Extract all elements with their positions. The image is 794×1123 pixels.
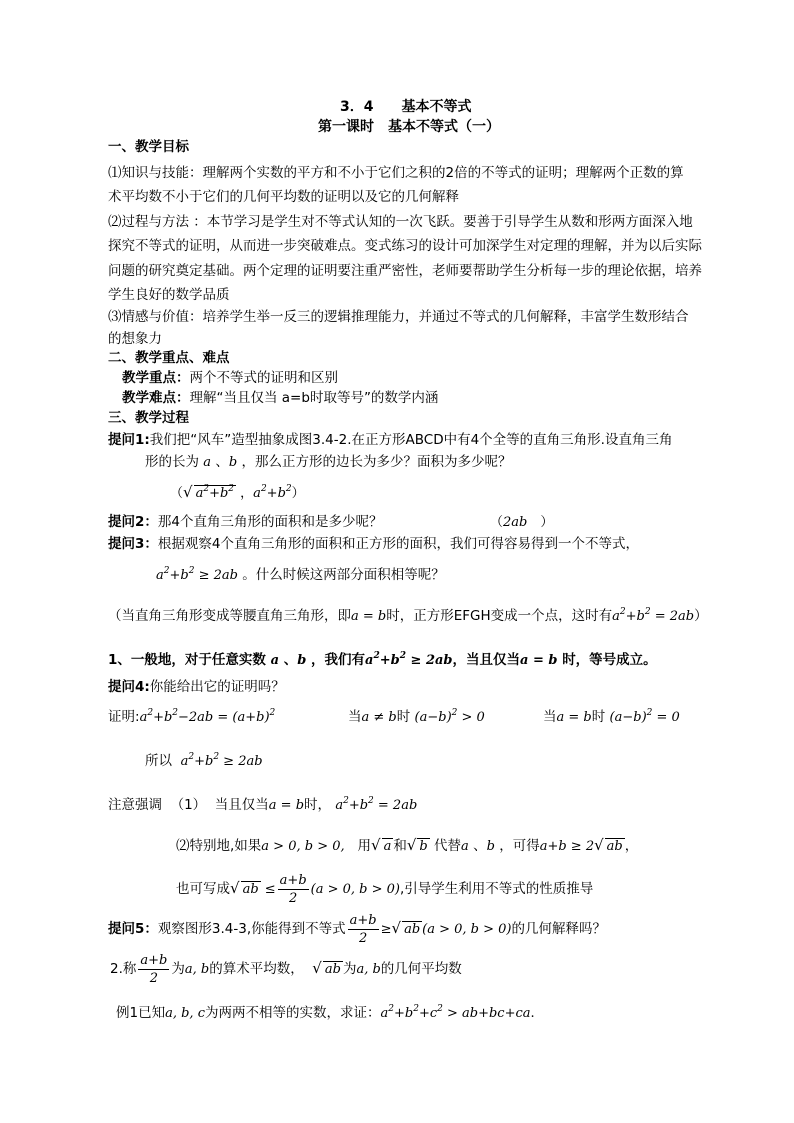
difficult-point-text: 理解“当且仅当 a=b时取等号”的数学内涵 [189, 390, 439, 406]
math-b: b [486, 839, 495, 854]
goal-2c: 问题的研究奠定基础。两个定理的证明要注重严密性，老师要帮助学生分析每一步的理论依据，培养 [108, 263, 702, 279]
example-b: 为两两不相等的实数，求证： [204, 1005, 381, 1021]
math-zero: $(a-b)^2 = 0$ [609, 708, 680, 725]
sqrt-icon: √ [391, 919, 402, 937]
time-label: 时 [396, 709, 411, 725]
math-a-eq-b: a = b [556, 710, 592, 725]
question-4-text: 你能给出它的证明吗？ [149, 679, 285, 695]
question-5-label: 提问5： [108, 921, 158, 937]
math-positive-ab: a > 0, b > 0, [261, 839, 345, 854]
goal-1b: 术平均数不小于它们的几何平均数的证明以及它的几何解释 [108, 189, 459, 205]
question-3 [108, 534, 639, 554]
section-heading-keypoints: 二、教学重点、难点 [108, 350, 230, 366]
math-b: b [228, 455, 238, 470]
question-3-text: 根据观察4个直角三角形的面积和正方形的面积，我们可得容易得到一个不等式， [157, 536, 639, 552]
math-paren: （ [490, 515, 504, 530]
definition-d: 为 [342, 961, 357, 977]
question-5-a: 观察图形3.4-3,你能得到不等式 [157, 921, 346, 937]
theorem-1-a: 1、一般地，对于任意实数 [108, 652, 266, 668]
math-example-ineq: $a^2+b^2+c^2 > ab+bc+ca$ [380, 1004, 531, 1021]
question-1-label: 提问1: [108, 432, 150, 448]
math-identity: $a^2+b^2-2ab = (a+b)^2$ [139, 708, 276, 725]
goal-3a: ⑶情感与价值：培养学生举一反三的逻辑推理能力，并通过不等式的几何解释，丰富学生数形结合 [108, 309, 689, 325]
math-fraction: $\frac{a+b}{2}$ [349, 912, 377, 946]
math-sqrt-a: a [383, 839, 392, 854]
question-2-label: 提问2： [108, 514, 158, 530]
math-a-eq-b: a = b [268, 798, 305, 813]
definition-a: 2.称 [110, 961, 137, 977]
also-label: 也可写成 [176, 881, 230, 897]
math-paren-close: ） [291, 486, 305, 501]
difficult-point-label: 教学难点： [122, 390, 190, 406]
math-fraction: $\frac{a+b}{2}$ [279, 872, 307, 906]
sqrt-icon: √ [406, 836, 417, 854]
math-comma: ， [236, 486, 254, 501]
section-heading-goals: 一、教学目标 [108, 139, 189, 155]
answer-3-b: 时，正方形EFGH变成一个点，这时有 [386, 608, 613, 624]
proof-case-eq [543, 707, 680, 728]
also-tail: ,引导学生利用不等式的性质推导 [399, 881, 594, 897]
math-leq: ≤ [260, 882, 276, 897]
answer-1-formula [170, 482, 305, 504]
goal-2d: 学生良好的数学品质 [108, 287, 230, 303]
note-2: ⑵特别地,如果a > 0, b > 0, 用√ a 和√ b 代替a 、b ，可得a+b ≥ 2√ ab ， [176, 836, 639, 854]
math-period: . [530, 1006, 535, 1021]
question-3-label: 提问3： [108, 536, 158, 552]
math-fraction: $\frac{a+b}{2}$ [140, 952, 168, 986]
note-2-a: ⑵特别地,如果 [176, 838, 262, 854]
goal-3b: 的想象力 [108, 331, 162, 347]
theorem-1-d: 时，等号成立。 [562, 652, 657, 668]
math-a: a [270, 653, 280, 668]
definition-2 [110, 950, 462, 986]
math-inequality: $a^2+b^2 \ge 2ab$ [365, 651, 453, 668]
theorem-1: 1、一般地，对于任意实数 a 、b ，我们有$a^2+b^2 \ge 2ab$，当且仅当a = b 时，等号成立。 [108, 651, 657, 668]
question-5-b: 的几何解释吗？ [511, 921, 606, 937]
math-equality: $a^2+b^2 = 2ab$ [612, 607, 695, 624]
math-a-eq-b: a = b [351, 609, 387, 624]
theorem-1-b: ，我们有 [311, 652, 366, 668]
question-1-text: 我们把“风车”造型抽象成图3.4-2.在正方形ABCD中有4个全等的直角三角形.设直角三角 [149, 432, 673, 448]
key-point-label: 教学重点： [122, 370, 190, 386]
title-line2: 第一课时 基本不等式（一） [318, 119, 500, 135]
math-sqrt-b: b [419, 839, 428, 854]
note-2-e: ，可得 [499, 838, 540, 854]
math-sqrt-ab: ab [606, 839, 623, 854]
math-sqrt-ab: ab [324, 962, 341, 977]
math-a-eq-b: a = b [520, 653, 558, 668]
note-2-c: 和 [393, 838, 407, 854]
math-radicand: $a^2+b^2$ [195, 484, 235, 501]
question-2-text: 那4个直角三角形的面积和是多少呢？ [157, 514, 383, 530]
math-condition: (a > 0, b > 0) [422, 922, 512, 937]
question-5 [108, 910, 606, 946]
math-condition: (a > 0, b > 0) [310, 882, 400, 897]
key-point [122, 368, 338, 388]
math-inequality: $a^2+b^2 \ge 2ab$ [180, 752, 263, 769]
math-ab: a, b [184, 962, 210, 977]
question-1-cont: 形的长为 a 、b ，那么正方形的边长为多少？面积为多少呢？ [145, 454, 512, 470]
key-point-text: 两个不等式的证明和区别 [189, 370, 338, 386]
question-1-cont-b: ，那么正方形的边长为多少？面积为多少呢？ [241, 454, 512, 470]
goal-1a: ⑴知识与技能：理解两个实数的平方和不小于它们之积的2倍的不等式的证明；理解两个正数的算 [108, 165, 684, 181]
note-2-f: ， [624, 838, 639, 854]
example-a: 例1已知 [116, 1005, 166, 1021]
answer-3-c: ） [694, 608, 708, 624]
note-2-alt [176, 870, 593, 906]
math-sum-squares: $a^2+b^2$ [253, 484, 292, 501]
proof-label: 证明: [108, 709, 140, 725]
theorem-1-c: ，当且仅当 [452, 652, 521, 668]
math-a: a [461, 839, 469, 854]
sqrt-icon: √ [594, 836, 604, 854]
example-1 [116, 1003, 535, 1024]
definition-b: 为 [171, 961, 185, 977]
answer-3 [108, 606, 708, 627]
difficult-point [122, 388, 438, 408]
math-paren-open: （ [170, 486, 184, 501]
note-label: 注意强调 [108, 797, 162, 813]
so-label: 所以 [145, 753, 172, 769]
sqrt-icon: √ [312, 959, 322, 977]
note-1-number: （1） [170, 797, 207, 813]
note-2-b: 用 [357, 838, 371, 854]
math-2ab: 2ab [503, 515, 528, 530]
math-paren-end: ） [527, 515, 554, 530]
question-1-cont-a: 形的长为 [145, 454, 199, 470]
section-heading-process: 三、教学过程 [108, 410, 189, 426]
answer-3-a: （当直角三角形变成等腰直角三角形，即 [108, 608, 351, 624]
definition-e: 的几何平均数 [380, 961, 462, 977]
math-a-neq-b: a ≠ b [361, 710, 397, 725]
math-inequality: $a^2+b^2 \ge 2ab$ [156, 566, 238, 583]
proof-case-neq [348, 707, 485, 728]
math-sqrt-ab: ab [404, 922, 421, 937]
note-1 [108, 795, 417, 816]
goal-2b: 探究不等式的证明，从而进一步突破难点。变式练习的设计可加深学生对定理的理解，并为以后实际 [108, 238, 702, 254]
math-ab: a, b [356, 962, 381, 977]
sqrt-icon: √ [230, 879, 240, 897]
proof-line [108, 707, 275, 728]
note-2-d: 代替 [434, 838, 462, 854]
proof-conclusion [145, 751, 263, 772]
math-positive: $(a-b)^2 > 0$ [414, 708, 485, 725]
when-label: 当 [543, 709, 557, 725]
question-4-label: 提问4: [108, 679, 150, 695]
note-1-text: 当且仅当 [214, 797, 269, 813]
goal-2a: ⑵过程与方法 ：本节学习是学生对不等式认知的一次飞跃。要善于引导学生从数和形两方面深入地 [108, 214, 693, 230]
question-3-cont [156, 565, 445, 586]
definition-c: 的算术平均数， [209, 961, 304, 977]
sqrt-icon: √ [183, 483, 193, 501]
math-abc: a, b, c [165, 1006, 205, 1021]
question-4 [108, 677, 285, 697]
question-3-tail: 。什么时候这两部分面积相等呢？ [242, 567, 445, 583]
math-equality: $a^2+b^2 = 2ab$ [335, 796, 418, 813]
math-a: a [203, 455, 212, 470]
math-geq: ≥ [380, 922, 392, 937]
title-line1: 3．4 基本不等式 [340, 99, 472, 115]
when-label: 当 [348, 709, 362, 725]
time-label: 时 [591, 709, 606, 725]
sqrt-icon: √ [371, 836, 381, 854]
answer-2 [490, 512, 553, 533]
question-2 [108, 512, 383, 532]
question-1 [108, 430, 672, 450]
math-b: b [297, 653, 307, 668]
math-sqrt-ab: ab [242, 882, 259, 897]
note-1-time: 时， [304, 797, 332, 813]
math-amgm: a+b ≥ 2 [539, 839, 595, 854]
